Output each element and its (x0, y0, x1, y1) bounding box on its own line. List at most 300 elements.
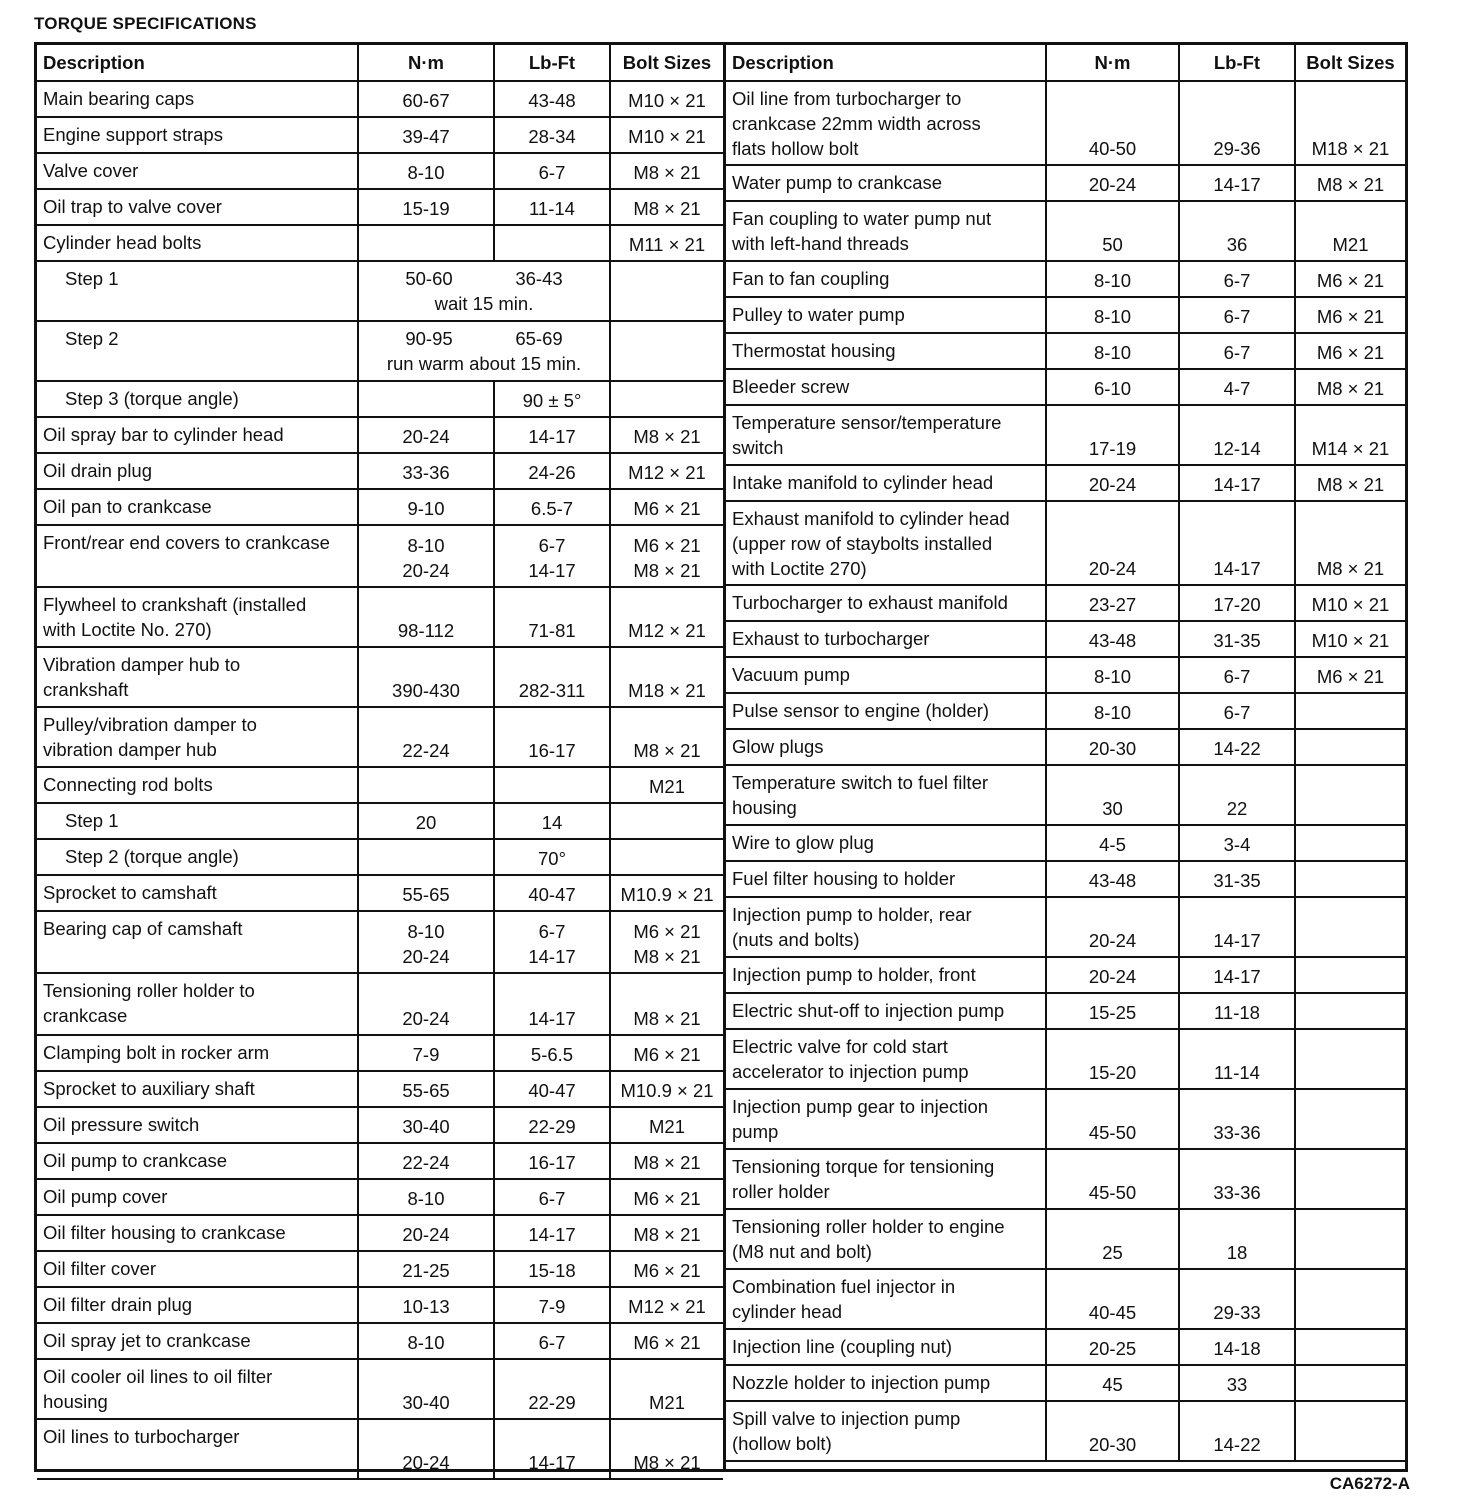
table-row (726, 897, 1405, 957)
bolt-size-cell (610, 803, 723, 839)
nm-cell: 20-24 (358, 973, 494, 1035)
table-row (726, 1365, 1405, 1401)
lbft-cell: 6-7 (1179, 261, 1295, 297)
description-cell: Front/rear end covers to crankcase (37, 525, 358, 587)
bolt-size-cell (1295, 897, 1405, 957)
nm-cell: 8-10 20-24 (358, 911, 494, 973)
bolt-size-cell: M12 × 21 (610, 1287, 723, 1323)
bolt-size-cell: M8 × 21 (610, 153, 723, 189)
description-cell: Wire to glow plug (726, 825, 1046, 861)
table-row (726, 957, 1405, 993)
bolt-size-cell: M21 (610, 767, 723, 803)
table-row (37, 647, 723, 707)
header-description: Description (37, 45, 358, 81)
nm-cell: 8-10 (1046, 261, 1179, 297)
lbft-cell (494, 767, 610, 803)
description-cell: Oil pump to crankcase (37, 1143, 358, 1179)
bolt-size-cell: M18 × 21 (1295, 81, 1405, 165)
lbft-cell: 33 (1179, 1365, 1295, 1401)
description-cell: Electric valve for cold start accelerator to injection pump (726, 1029, 1046, 1089)
table-row (37, 839, 723, 875)
lbft-cell: 22-29 (494, 1107, 610, 1143)
description-cell: Valve cover (37, 153, 358, 189)
nm-cell: 8-10 (358, 153, 494, 189)
table-row (37, 417, 723, 453)
lbft-cell: 90 ± 5° (494, 381, 610, 417)
bolt-size-cell (1295, 957, 1405, 993)
lbft-value: 65-69 (515, 328, 563, 349)
table-row (37, 1215, 723, 1251)
torque-cell (358, 321, 610, 381)
bolt-size-cell: M6 × 21 M8 × 21 (610, 911, 723, 973)
table-row (37, 153, 723, 189)
lbft-cell: 28-34 (494, 117, 610, 153)
nm-cell: 8-10 (358, 1323, 494, 1359)
nm-cell: 50 (1046, 201, 1179, 261)
nm-value: 90-95 (405, 328, 453, 349)
description-cell: Clamping bolt in rocker arm (37, 1035, 358, 1071)
procedure-note: run warm about 15 min. (386, 353, 582, 374)
lbft-cell: 14-17 (1179, 957, 1295, 993)
lbft-cell: 282-311 (494, 647, 610, 707)
description-cell: Oil filter cover (37, 1251, 358, 1287)
description-cell: Nozzle holder to injection pump (726, 1365, 1046, 1401)
description-cell: Oil pressure switch (37, 1107, 358, 1143)
bolt-size-cell (1295, 1329, 1405, 1365)
lbft-cell: 22-29 (494, 1359, 610, 1419)
description-cell: Step 2 (torque angle) (37, 839, 358, 875)
table-row (37, 911, 723, 973)
lbft-cell: 70° (494, 839, 610, 875)
lbft-cell: 15-18 (494, 1251, 610, 1287)
table-row (37, 261, 723, 321)
lbft-cell: 6-7 14-17 (494, 911, 610, 973)
nm-cell: 9-10 (358, 489, 494, 525)
table-row (37, 225, 723, 261)
lbft-cell: 36 (1179, 201, 1295, 261)
description-cell: Temperature switch to fuel filter housing (726, 765, 1046, 825)
bolt-size-cell: M8 × 21 (1295, 165, 1405, 201)
description-cell: Engine support straps (37, 117, 358, 153)
lbft-cell: 14-17 (1179, 165, 1295, 201)
description-cell: Injection pump gear to injection pump (726, 1089, 1046, 1149)
bolt-size-cell (610, 261, 723, 321)
table-row (726, 993, 1405, 1029)
description-cell: Fan coupling to water pump nut with left-hand threads (726, 201, 1046, 261)
bolt-size-cell: M8 × 21 (1295, 369, 1405, 405)
bolt-size-cell: M6 × 21 (610, 1323, 723, 1359)
table-row (37, 1359, 723, 1419)
table-row (37, 1035, 723, 1071)
nm-cell: 45-50 (1046, 1089, 1179, 1149)
nm-cell: 20-24 (358, 417, 494, 453)
nm-cell (358, 225, 494, 261)
bolt-size-cell: M8 × 21 (610, 707, 723, 767)
lbft-cell: 6-7 (1179, 297, 1295, 333)
nm-cell: 23-27 (1046, 585, 1179, 621)
description-cell: Pulley/vibration damper to vibration damper hub (37, 707, 358, 767)
nm-cell: 22-24 (358, 1143, 494, 1179)
nm-cell (358, 839, 494, 875)
table-row (726, 825, 1405, 861)
description-cell: Oil cooler oil lines to oil filter housing (37, 1359, 358, 1419)
bolt-size-cell: M6 × 21 (610, 1035, 723, 1071)
table-row (726, 369, 1405, 405)
figure-code: CA6272-A (1329, 1474, 1410, 1493)
table-row (37, 707, 723, 767)
bolt-size-cell (1295, 693, 1405, 729)
lbft-cell: 4-7 (1179, 369, 1295, 405)
lbft-cell: 14-22 (1179, 1401, 1295, 1461)
description-cell: Cylinder head bolts (37, 225, 358, 261)
table-row (726, 405, 1405, 465)
description-cell: Exhaust to turbocharger (726, 621, 1046, 657)
nm-cell: 7-9 (358, 1035, 494, 1071)
nm-cell: 98-112 (358, 587, 494, 647)
nm-cell: 8-10 (1046, 693, 1179, 729)
lbft-cell: 14-17 (1179, 501, 1295, 585)
nm-cell: 55-65 (358, 1071, 494, 1107)
bolt-size-cell: M8 × 21 (610, 973, 723, 1035)
bolt-size-cell: M21 (610, 1107, 723, 1143)
procedure-note: wait 15 min. (434, 293, 534, 314)
table-row (726, 765, 1405, 825)
nm-cell: 8-10 (1046, 657, 1179, 693)
nm-cell: 20-24 (1046, 165, 1179, 201)
bolt-size-cell: M10 × 21 (1295, 585, 1405, 621)
bolt-size-cell: M8 × 21 (1295, 465, 1405, 501)
table-row (37, 525, 723, 587)
lbft-cell: 5-6.5 (494, 1035, 610, 1071)
description-cell: Sprocket to auxiliary shaft (37, 1071, 358, 1107)
description-cell: Oil line from turbocharger to crankcase 22mm width across flats hollow bolt (726, 81, 1046, 165)
description-cell: Main bearing caps (37, 81, 358, 117)
nm-cell: 17-19 (1046, 405, 1179, 465)
lbft-cell: 22 (1179, 765, 1295, 825)
table-row (37, 189, 723, 225)
description-cell: Fuel filter housing to holder (726, 861, 1046, 897)
nm-cell (358, 767, 494, 803)
page-title: TORQUE SPECIFICATIONS (34, 14, 257, 33)
description-cell: Sprocket to camshaft (37, 875, 358, 911)
table-row (37, 453, 723, 489)
description-cell: Injection pump to holder, front (726, 957, 1046, 993)
bolt-size-cell (1295, 825, 1405, 861)
right-table (726, 45, 1405, 1462)
table-row (37, 1419, 723, 1479)
header-row (726, 45, 1405, 81)
bolt-size-cell (1295, 1401, 1405, 1461)
bolt-size-cell: M12 × 21 (610, 453, 723, 489)
description-cell: Turbocharger to exhaust manifold (726, 585, 1046, 621)
description-cell: Exhaust manifold to cylinder head (upper row of staybolts installed with Loctite 270) (726, 501, 1046, 585)
lbft-cell: 14-17 (494, 973, 610, 1035)
description-cell: Injection line (coupling nut) (726, 1329, 1046, 1365)
nm-cell: 20-24 (358, 1419, 494, 1479)
bolt-size-cell: M6 × 21 (610, 489, 723, 525)
bolt-size-cell: M18 × 21 (610, 647, 723, 707)
lbft-cell: 31-35 (1179, 861, 1295, 897)
table-row (37, 1071, 723, 1107)
description-cell: Fan to fan coupling (726, 261, 1046, 297)
torque-spec-table (34, 42, 1408, 1472)
nm-cell: 20-24 (1046, 957, 1179, 993)
bolt-size-cell: M6 × 21 (610, 1179, 723, 1215)
lbft-cell: 18 (1179, 1209, 1295, 1269)
description-cell: Tensioning roller holder to engine (M8 nut and bolt) (726, 1209, 1046, 1269)
left-table-half (37, 45, 726, 1473)
nm-value: 50-60 (405, 268, 453, 289)
nm-cell: 20-25 (1046, 1329, 1179, 1365)
nm-cell: 40-45 (1046, 1269, 1179, 1329)
nm-cell: 39-47 (358, 117, 494, 153)
table-row (726, 729, 1405, 765)
description-cell: Injection pump to holder, rear (nuts and bolts) (726, 897, 1046, 957)
table-row (726, 81, 1405, 165)
lbft-cell: 6.5-7 (494, 489, 610, 525)
lbft-cell: 6-7 (494, 1179, 610, 1215)
bolt-size-cell (1295, 765, 1405, 825)
description-cell: Step 3 (torque angle) (37, 381, 358, 417)
bolt-size-cell: M10 × 21 (1295, 621, 1405, 657)
bolt-size-cell: M6 × 21 (1295, 297, 1405, 333)
description-cell: Oil drain plug (37, 453, 358, 489)
bolt-size-cell: M10.9 × 21 (610, 1071, 723, 1107)
table-row (726, 201, 1405, 261)
lbft-value: 36-43 (515, 268, 563, 289)
nm-cell: 55-65 (358, 875, 494, 911)
nm-cell: 4-5 (1046, 825, 1179, 861)
bolt-size-cell: M8 × 21 (610, 1143, 723, 1179)
nm-cell: 8-10 (1046, 297, 1179, 333)
lbft-cell: 14-17 (494, 417, 610, 453)
nm-cell: 20-24 (1046, 465, 1179, 501)
description-cell: Flywheel to crankshaft (installed with Loctite No. 270) (37, 587, 358, 647)
bolt-size-cell: M8 × 21 (610, 1215, 723, 1251)
bolt-size-cell: M8 × 21 (610, 1419, 723, 1479)
table-row (726, 1149, 1405, 1209)
bolt-size-cell (1295, 1149, 1405, 1209)
nm-cell: 20-30 (1046, 1401, 1179, 1461)
description-cell: Oil spray jet to crankcase (37, 1323, 358, 1359)
bolt-size-cell: M10 × 21 (610, 117, 723, 153)
description-cell: Step 1 (37, 803, 358, 839)
right-table-half (726, 45, 1405, 1469)
lbft-cell: 6-7 (1179, 693, 1295, 729)
nm-cell: 45-50 (1046, 1149, 1179, 1209)
bolt-size-cell: M10.9 × 21 (610, 875, 723, 911)
description-cell: Oil pump cover (37, 1179, 358, 1215)
table-row (726, 261, 1405, 297)
description-cell: Oil filter drain plug (37, 1287, 358, 1323)
description-cell: Glow plugs (726, 729, 1046, 765)
table-row (37, 1143, 723, 1179)
lbft-cell: 11-14 (1179, 1029, 1295, 1089)
description-cell: Thermostat housing (726, 333, 1046, 369)
description-cell: Connecting rod bolts (37, 767, 358, 803)
nm-cell: 20-30 (1046, 729, 1179, 765)
lbft-cell: 6-7 14-17 (494, 525, 610, 587)
header-lbft: Lb-Ft (1179, 45, 1295, 81)
description-cell: Vacuum pump (726, 657, 1046, 693)
table-row (726, 501, 1405, 585)
description-cell: Intake manifold to cylinder head (726, 465, 1046, 501)
table-row (37, 321, 723, 381)
nm-cell: 8-10 (358, 1179, 494, 1215)
description-cell: Pulley to water pump (726, 297, 1046, 333)
lbft-cell: 40-47 (494, 875, 610, 911)
table-row (726, 333, 1405, 369)
table-row (726, 621, 1405, 657)
header-nm: N·m (1046, 45, 1179, 81)
nm-cell: 20-24 (358, 1215, 494, 1251)
lbft-cell: 7-9 (494, 1287, 610, 1323)
description-cell: Oil pan to crankcase (37, 489, 358, 525)
nm-cell: 30-40 (358, 1107, 494, 1143)
nm-cell: 390-430 (358, 647, 494, 707)
nm-cell: 43-48 (1046, 861, 1179, 897)
lbft-cell: 29-36 (1179, 81, 1295, 165)
bolt-size-cell (1295, 729, 1405, 765)
lbft-cell: 3-4 (1179, 825, 1295, 861)
description-cell: Step 2 (37, 321, 358, 381)
bolt-size-cell (1295, 1209, 1405, 1269)
table-row (37, 489, 723, 525)
table-row (726, 1401, 1405, 1461)
table-row (726, 693, 1405, 729)
lbft-cell: 31-35 (1179, 621, 1295, 657)
lbft-cell: 6-7 (1179, 333, 1295, 369)
lbft-cell (494, 225, 610, 261)
table-row (726, 1209, 1405, 1269)
header-bolt-sizes: Bolt Sizes (610, 45, 723, 81)
description-cell: Water pump to crankcase (726, 165, 1046, 201)
lbft-cell: 14-18 (1179, 1329, 1295, 1365)
description-cell: Tensioning torque for tensioning roller holder (726, 1149, 1046, 1209)
bolt-size-cell: M21 (610, 1359, 723, 1419)
nm-cell: 15-19 (358, 189, 494, 225)
table-row (726, 585, 1405, 621)
bolt-size-cell: M12 × 21 (610, 587, 723, 647)
torque-cell (358, 261, 610, 321)
bolt-size-cell (1295, 1029, 1405, 1089)
lbft-cell: 71-81 (494, 587, 610, 647)
description-cell: Pulse sensor to engine (holder) (726, 693, 1046, 729)
table-row (726, 1269, 1405, 1329)
nm-cell: 20 (358, 803, 494, 839)
lbft-cell: 33-36 (1179, 1149, 1295, 1209)
nm-cell: 33-36 (358, 453, 494, 489)
nm-cell: 10-13 (358, 1287, 494, 1323)
nm-cell: 20-24 (1046, 501, 1179, 585)
bolt-size-cell: M6 × 21 M8 × 21 (610, 525, 723, 587)
bolt-size-cell (1295, 1269, 1405, 1329)
lbft-cell: 14 (494, 803, 610, 839)
description-cell: Tensioning roller holder to crankcase (37, 973, 358, 1035)
nm-cell: 15-20 (1046, 1029, 1179, 1089)
bolt-size-cell: M8 × 21 (610, 417, 723, 453)
table-row (37, 117, 723, 153)
lbft-cell: 14-22 (1179, 729, 1295, 765)
lbft-cell: 29-33 (1179, 1269, 1295, 1329)
description-cell: Bleeder screw (726, 369, 1046, 405)
nm-cell: 6-10 (1046, 369, 1179, 405)
lbft-cell: 11-14 (494, 189, 610, 225)
table-row (37, 767, 723, 803)
table-row (726, 1089, 1405, 1149)
left-table (37, 45, 723, 1480)
bolt-size-cell: M21 (1295, 201, 1405, 261)
bolt-size-cell: M6 × 21 (1295, 333, 1405, 369)
bolt-size-cell: M14 × 21 (1295, 405, 1405, 465)
nm-cell: 20-24 (1046, 897, 1179, 957)
lbft-cell: 14-17 (494, 1215, 610, 1251)
nm-cell: 25 (1046, 1209, 1179, 1269)
header-lbft: Lb-Ft (494, 45, 610, 81)
table-row (37, 1107, 723, 1143)
table-row (726, 861, 1405, 897)
description-cell: Step 1 (37, 261, 358, 321)
lbft-cell: 14-17 (494, 1419, 610, 1479)
description-cell: Vibration damper hub to crankshaft (37, 647, 358, 707)
lbft-cell: 14-17 (1179, 465, 1295, 501)
table-row (37, 81, 723, 117)
bolt-size-cell (610, 321, 723, 381)
description-cell: Oil lines to turbocharger (37, 1419, 358, 1479)
table-row (37, 587, 723, 647)
nm-cell: 22-24 (358, 707, 494, 767)
lbft-cell: 24-26 (494, 453, 610, 489)
lbft-cell: 12-14 (1179, 405, 1295, 465)
bolt-size-cell: M6 × 21 (610, 1251, 723, 1287)
description-cell: Combination fuel injector in cylinder head (726, 1269, 1046, 1329)
header-bolt-sizes: Bolt Sizes (1295, 45, 1405, 81)
nm-cell: 15-25 (1046, 993, 1179, 1029)
nm-cell (358, 381, 494, 417)
lbft-cell: 17-20 (1179, 585, 1295, 621)
nm-cell: 30-40 (358, 1359, 494, 1419)
table-row (726, 1329, 1405, 1365)
description-cell: Electric shut-off to injection pump (726, 993, 1046, 1029)
bolt-size-cell: M6 × 21 (1295, 657, 1405, 693)
table-row (37, 1251, 723, 1287)
lbft-cell: 6-7 (494, 1323, 610, 1359)
table-row (37, 1287, 723, 1323)
lbft-cell: 11-18 (1179, 993, 1295, 1029)
description-cell: Oil trap to valve cover (37, 189, 358, 225)
nm-cell: 60-67 (358, 81, 494, 117)
table-row (37, 1179, 723, 1215)
table-row (726, 1029, 1405, 1089)
bolt-size-cell: M6 × 21 (1295, 261, 1405, 297)
nm-cell: 40-50 (1046, 81, 1179, 165)
table-row (726, 465, 1405, 501)
description-cell: Temperature sensor/temperature switch (726, 405, 1046, 465)
lbft-cell: 16-17 (494, 707, 610, 767)
lbft-cell: 6-7 (1179, 657, 1295, 693)
bolt-size-cell: M8 × 21 (1295, 501, 1405, 585)
nm-cell: 30 (1046, 765, 1179, 825)
nm-cell: 43-48 (1046, 621, 1179, 657)
lbft-cell: 14-17 (1179, 897, 1295, 957)
header-nm: N·m (358, 45, 494, 81)
lbft-cell: 16-17 (494, 1143, 610, 1179)
header-description: Description (726, 45, 1046, 81)
nm-cell: 8-10 20-24 (358, 525, 494, 587)
bolt-size-cell (1295, 1365, 1405, 1401)
table-row (726, 165, 1405, 201)
bolt-size-cell: M8 × 21 (610, 189, 723, 225)
